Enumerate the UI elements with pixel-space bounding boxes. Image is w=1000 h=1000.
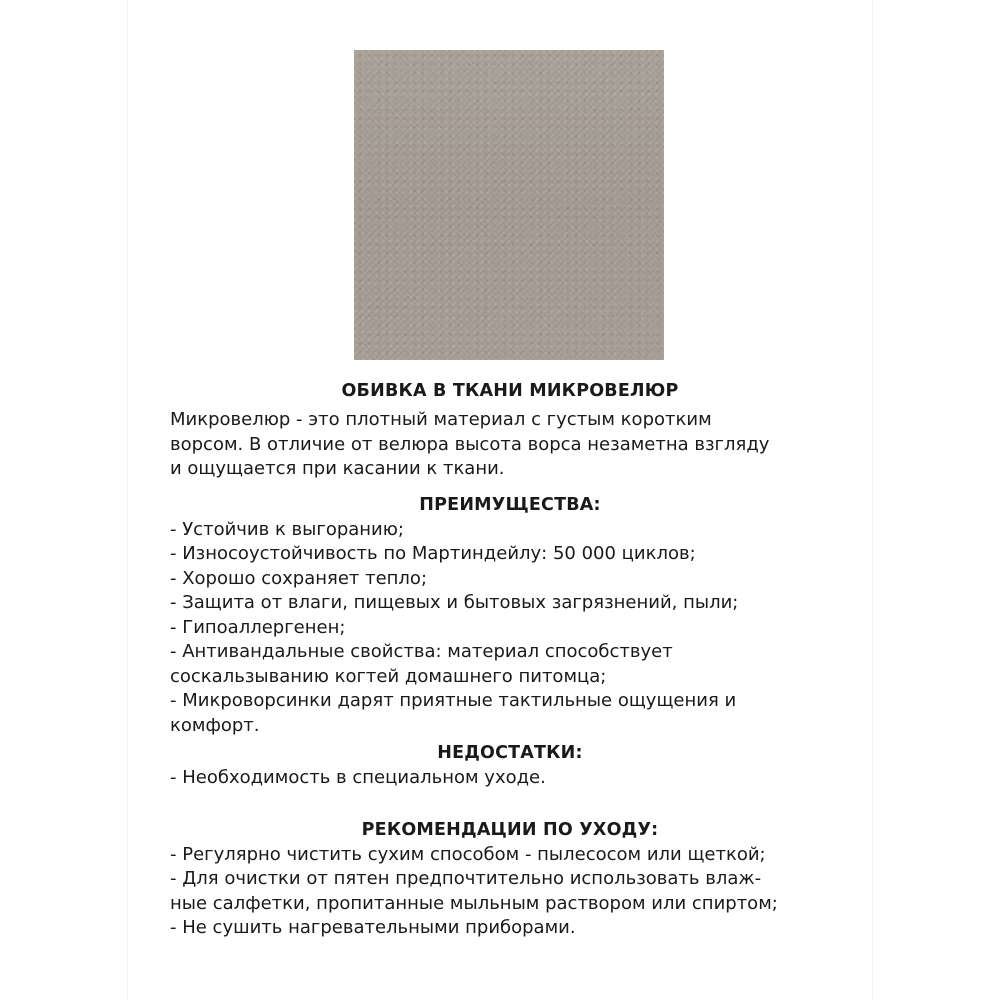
list-item: соскальзыванию когтей домашнего питомца; — [170, 665, 607, 687]
list-item: комфорт. — [170, 714, 260, 736]
disadvantages-heading: НЕДОСТАТКИ: — [437, 743, 583, 763]
advantages-heading: ПРЕИМУЩЕСТВА: — [419, 494, 601, 515]
list-item: - Устойчив к выгоранию; — [170, 518, 404, 540]
care-heading: РЕКОМЕНДАЦИИ ПО УХОДУ: — [361, 819, 659, 840]
list-item: - Износоустойчивость по Мартиндейлу: 50 000 циклов; — [170, 543, 696, 564]
list-item: - Необходимость в специальном уходе. — [170, 767, 546, 788]
list-item: ные салфетки, пропитанные мыльным раствором или спиртом; — [170, 892, 778, 914]
list-item: - Микроворсинки дарят приятные тактильные ощущения и — [170, 690, 737, 711]
care-list — [170, 843, 850, 941]
fabric-swatch-image — [354, 50, 664, 360]
list-item: - Защита от влаги, пищевых и бытовых загрязнений, пыли; — [170, 592, 739, 613]
intro-line-1: Микровелюр - это плотный материал с густым коротким — [170, 409, 712, 430]
disadvantages-list — [170, 766, 850, 791]
intro-line-3: и ощущается при касании к ткани. — [170, 458, 505, 479]
list-item: - Для очистки от пятен предпочтительно использовать влаж- — [170, 868, 762, 889]
intro-line-2: ворсом. В отличие от велюра высота ворса незаметна взгляду — [170, 433, 770, 455]
description-block — [170, 378, 850, 941]
list-item: - Гипоаллергенен; — [170, 616, 346, 638]
advantages-list — [170, 518, 850, 739]
list-item: - Не сушить нагревательными приборами. — [170, 917, 576, 938]
list-item: - Хорошо сохраняет тепло; — [170, 567, 428, 589]
page-title: ОБИВКА В ТКАНИ МИКРОВЕЛЮР — [341, 381, 679, 401]
list-item: - Антивандальные свойства: материал способствует — [170, 641, 673, 662]
list-item: - Регулярно чистить сухим способом - пылесосом или щеткой; — [170, 843, 766, 865]
